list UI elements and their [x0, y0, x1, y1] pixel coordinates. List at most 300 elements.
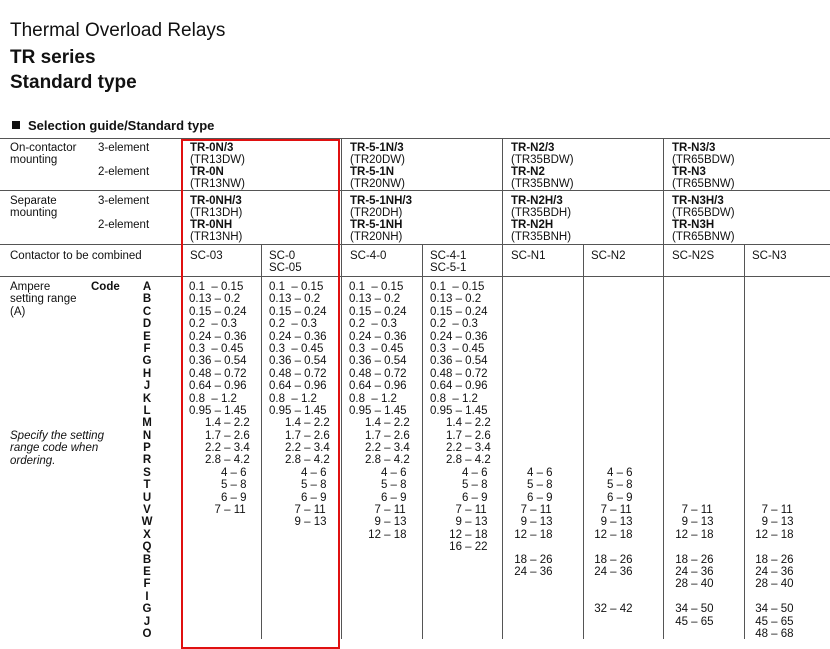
range-value: 0.1 – 0.15 [430, 281, 485, 293]
range-column-4 [430, 281, 491, 640]
range-value: 6 – 9 [189, 491, 247, 504]
range-value: 7 – 11 [591, 504, 632, 517]
range-value: 34 – 50 [672, 603, 714, 616]
range-column-8 [752, 281, 794, 640]
range-value: 12 – 18 [752, 528, 794, 541]
model-on2: TR-5-1N [350, 166, 395, 178]
three-element-label-sep: 3-element [98, 195, 150, 207]
range-value [752, 380, 794, 392]
range-value: 0.64 – 0.96 [430, 380, 488, 393]
ampere-label: Ampere setting range (A) [10, 281, 77, 318]
range-column-1 [189, 281, 250, 640]
range-value [349, 628, 410, 640]
range-value [591, 454, 633, 466]
code-letter: H [142, 367, 152, 380]
range-value [430, 578, 491, 590]
range-value: 0.95 – 1.45 [189, 404, 247, 417]
range-value: 4 – 6 [591, 466, 633, 479]
code-letter: A [142, 281, 152, 293]
model-on2: TR-N3 [672, 166, 706, 178]
range-value: 0.48 – 0.72 [349, 367, 407, 380]
range-value [269, 616, 330, 628]
range-value: 0.95 – 1.45 [269, 404, 327, 417]
range-value [269, 603, 330, 615]
range-value: 9 – 13 [672, 516, 714, 529]
range-value [430, 554, 491, 566]
range-value: 0.15 – 0.24 [269, 305, 327, 318]
range-value [591, 393, 633, 405]
range-value [672, 442, 714, 454]
range-value: 4 – 6 [349, 466, 407, 479]
range-column-5 [511, 281, 553, 640]
range-value [189, 628, 250, 640]
range-value: 6 – 9 [511, 491, 553, 504]
square-bullet-icon [12, 121, 20, 129]
range-value: 2.2 – 3.4 [430, 442, 491, 455]
range-value [511, 293, 553, 305]
range-value [672, 417, 714, 429]
range-value: 9 – 13 [349, 516, 407, 529]
code-letter: X [143, 528, 151, 541]
range-value [672, 467, 714, 479]
range-value [189, 541, 250, 553]
range-value [511, 380, 553, 392]
model-on2-code: (TR20NW) [350, 178, 405, 190]
range-value [349, 616, 410, 628]
range-value [591, 331, 633, 343]
model-on3: TR-N2/3 [511, 142, 555, 154]
range-value: 1.4 – 2.2 [430, 417, 491, 430]
model-sep3: TR-0NH/3 [190, 195, 242, 207]
range-value: 6 – 9 [349, 491, 407, 504]
range-value: 24 – 36 [672, 565, 714, 578]
range-value: 5 – 8 [591, 479, 633, 492]
range-value: 0.3 – 0.45 [430, 342, 485, 355]
range-value: 2.8 – 4.2 [189, 454, 250, 467]
section-heading [12, 118, 214, 133]
rule-sep [0, 244, 830, 245]
model-sep2-code: (TR65BNW) [672, 231, 735, 243]
range-value: 28 – 40 [672, 578, 714, 591]
range-value: 7 – 11 [430, 504, 487, 517]
range-value [189, 529, 250, 541]
vrule-2 [502, 138, 503, 639]
range-value: 0.48 – 0.72 [189, 367, 247, 380]
range-value [511, 591, 553, 603]
range-value [591, 368, 633, 380]
range-value: 0.24 – 0.36 [349, 330, 407, 343]
vrule-3 [663, 138, 664, 639]
range-value [591, 355, 633, 367]
model-sep3-code: (TR13DH) [190, 207, 243, 219]
model-sep3-code: (TR65BDW) [672, 207, 735, 219]
range-value [591, 578, 633, 590]
range-value [752, 442, 794, 454]
range-value [672, 306, 714, 318]
range-value [672, 380, 714, 392]
range-value [189, 578, 250, 590]
range-value [672, 430, 714, 442]
range-value: 2.8 – 4.2 [430, 454, 491, 467]
code-letter: R [142, 454, 152, 467]
model-sep2-code: (TR13NH) [190, 231, 243, 243]
range-value [511, 454, 553, 466]
range-value [672, 479, 714, 491]
range-value [349, 603, 410, 615]
range-value: 0.15 – 0.24 [349, 305, 407, 318]
range-value: 2.2 – 3.4 [189, 442, 250, 455]
code-column [141, 281, 153, 640]
range-value: 0.48 – 0.72 [269, 367, 327, 380]
range-value [591, 417, 633, 429]
code-letter: N [142, 429, 152, 442]
contactor-1: SC-03 [190, 250, 223, 262]
range-value: 0.8 – 1.2 [430, 392, 478, 405]
range-value [752, 492, 794, 504]
range-value: 18 – 26 [511, 553, 553, 566]
range-value: 0.64 – 0.96 [269, 380, 327, 393]
two-element-label: 2-element [98, 166, 150, 178]
model-on2: TR-0N [190, 166, 224, 178]
vrule-c [583, 244, 584, 639]
range-value: 18 – 26 [752, 553, 794, 566]
range-value: 0.13 – 0.2 [349, 293, 401, 306]
range-value [430, 591, 491, 603]
code-letter: J [143, 380, 151, 393]
contactor-4: SC-4-1 SC-5-1 [430, 250, 467, 275]
range-value: 0.8 – 1.2 [349, 392, 397, 405]
range-value [752, 393, 794, 405]
range-value [672, 591, 714, 603]
range-value: 7 – 11 [349, 504, 406, 517]
range-value [511, 628, 553, 640]
range-value: 12 – 18 [430, 528, 488, 541]
range-value [752, 368, 794, 380]
range-value [752, 405, 794, 417]
range-value: 4 – 6 [189, 466, 247, 479]
contactor-3: SC-4-0 [350, 250, 387, 262]
range-value: 1.7 – 2.6 [269, 429, 330, 442]
on-contactor-label: On-contactor mounting [10, 142, 77, 167]
range-value [752, 281, 794, 293]
range-value: 12 – 18 [349, 528, 407, 541]
range-value: 9 – 13 [591, 516, 633, 529]
code-letter: G [142, 355, 152, 368]
code-letter: B [142, 553, 152, 566]
range-value: 0.3 – 0.45 [349, 342, 404, 355]
range-value [672, 628, 714, 640]
range-value [269, 541, 330, 553]
range-value: 24 – 36 [591, 565, 633, 578]
contactor-label: Contactor to be combined [10, 250, 142, 262]
range-value: 1.4 – 2.2 [189, 417, 250, 430]
range-value [269, 554, 330, 566]
range-value [672, 281, 714, 293]
model-sep2-code: (TR35BNH) [511, 231, 572, 243]
code-letter: D [142, 318, 152, 331]
range-value: 0.1 – 0.15 [189, 281, 244, 293]
model-sep3-code: (TR35BDH) [511, 207, 572, 219]
range-value [269, 591, 330, 603]
range-value [672, 492, 714, 504]
model-on3-code: (TR13DW) [190, 154, 245, 166]
code-letter: O [142, 627, 152, 640]
range-value: 45 – 65 [672, 615, 714, 628]
range-value [591, 430, 633, 442]
model-sep2: TR-N3H [672, 219, 715, 231]
range-value: 5 – 8 [189, 479, 247, 492]
range-value: 5 – 8 [430, 479, 488, 492]
range-value [189, 554, 250, 566]
range-column-7 [672, 281, 714, 640]
model-on3-code: (TR65BDW) [672, 154, 735, 166]
model-sep2-code: (TR20NH) [350, 231, 403, 243]
range-value [269, 628, 330, 640]
range-value [189, 591, 250, 603]
range-value: 12 – 18 [672, 528, 714, 541]
range-value [672, 293, 714, 305]
range-column-2 [269, 281, 330, 640]
range-value [591, 442, 633, 454]
range-value [511, 331, 553, 343]
range-value: 4 – 6 [511, 466, 553, 479]
range-value [752, 467, 794, 479]
contactor-7: SC-N2S [672, 250, 715, 262]
code-letter: I [145, 590, 149, 603]
range-value: 0.36 – 0.54 [269, 355, 327, 368]
range-value: 0.15 – 0.24 [189, 305, 247, 318]
range-value [511, 368, 553, 380]
range-value [752, 318, 794, 330]
range-value: 6 – 9 [591, 491, 633, 504]
contactor-6: SC-N2 [591, 250, 626, 262]
range-value: 4 – 6 [430, 466, 488, 479]
range-value: 2.2 – 3.4 [269, 442, 330, 455]
range-value: 24 – 36 [752, 565, 794, 578]
code-letter: G [142, 603, 152, 616]
range-value [591, 281, 633, 293]
range-value [591, 628, 633, 640]
range-column-3 [349, 281, 410, 640]
range-column-6 [591, 281, 633, 640]
range-value [672, 331, 714, 343]
range-value [349, 591, 410, 603]
range-value: 9 – 13 [430, 516, 488, 529]
range-value [591, 293, 633, 305]
code-letter: T [143, 479, 151, 492]
range-value [672, 393, 714, 405]
model-on2-code: (TR35BNW) [511, 178, 574, 190]
code-letter: S [143, 466, 151, 479]
three-element-label: 3-element [98, 142, 150, 154]
range-value [349, 578, 410, 590]
range-value [591, 318, 633, 330]
range-value: 1.7 – 2.6 [349, 429, 410, 442]
contactor-5: SC-N1 [511, 250, 546, 262]
range-value [189, 516, 250, 528]
range-value [511, 281, 553, 293]
range-value [189, 603, 250, 615]
range-value: 6 – 9 [430, 491, 488, 504]
range-value [672, 355, 714, 367]
model-on3-code: (TR20DW) [350, 154, 405, 166]
range-value [511, 318, 553, 330]
contactor-2: SC-0 SC-05 [269, 250, 302, 275]
range-value [430, 603, 491, 615]
range-value: 12 – 18 [591, 528, 633, 541]
range-value: 0.36 – 0.54 [189, 355, 247, 368]
range-value [752, 430, 794, 442]
range-value [511, 578, 553, 590]
range-value: 0.13 – 0.2 [269, 293, 321, 306]
range-value [511, 442, 553, 454]
vrule-b [422, 244, 423, 639]
range-value: 1.4 – 2.2 [349, 417, 410, 430]
range-value: 9 – 13 [752, 516, 794, 529]
range-value: 5 – 8 [511, 479, 553, 492]
range-value [511, 430, 553, 442]
range-value [430, 566, 491, 578]
range-value: 18 – 26 [672, 553, 714, 566]
section-label: Selection guide/Standard type [28, 118, 215, 133]
range-value: 7 – 11 [752, 504, 793, 517]
range-value: 48 – 68 [752, 627, 794, 640]
range-value: 0.24 – 0.36 [269, 330, 327, 343]
range-value [752, 541, 794, 553]
contactor-8: SC-N3 [752, 250, 787, 262]
range-value [752, 454, 794, 466]
range-value: 0.8 – 1.2 [189, 392, 237, 405]
range-value [591, 591, 633, 603]
range-value: 32 – 42 [591, 603, 633, 616]
type-title: Standard type [10, 72, 137, 93]
range-value: 7 – 11 [269, 504, 326, 517]
range-value [349, 541, 410, 553]
code-letter: B [142, 293, 152, 306]
range-value [269, 529, 330, 541]
range-value [752, 293, 794, 305]
code-letter: J [143, 615, 151, 628]
range-value [511, 417, 553, 429]
model-sep2: TR-N2H [511, 219, 554, 231]
range-value: 0.2 – 0.3 [430, 318, 478, 331]
model-sep2: TR-5-1NH [350, 219, 403, 231]
range-value: 7 – 11 [189, 504, 246, 517]
range-value: 0.48 – 0.72 [430, 367, 488, 380]
range-value [591, 343, 633, 355]
range-value: 2.2 – 3.4 [349, 442, 410, 455]
range-value: 0.13 – 0.2 [189, 293, 241, 306]
range-value: 6 – 9 [269, 491, 327, 504]
range-value: 7 – 11 [511, 504, 552, 517]
range-value [511, 393, 553, 405]
range-value: 1.7 – 2.6 [189, 429, 250, 442]
page-title: Thermal Overload Relays [10, 20, 226, 41]
range-value: 2.8 – 4.2 [269, 454, 330, 467]
range-value [591, 616, 633, 628]
range-value: 0.2 – 0.3 [189, 318, 237, 331]
range-value: 2.8 – 4.2 [349, 454, 410, 467]
code-letter: E [143, 565, 151, 578]
range-value [672, 368, 714, 380]
range-value [511, 541, 553, 553]
separate-label: Separate mounting [10, 195, 58, 220]
rule-contactor [0, 276, 830, 277]
vrule-d [744, 244, 745, 639]
range-value: 0.95 – 1.45 [349, 404, 407, 417]
range-value [269, 578, 330, 590]
model-sep3: TR-5-1NH/3 [350, 195, 412, 207]
code-letter: M [142, 417, 152, 430]
range-value: 28 – 40 [752, 578, 794, 591]
range-value [672, 405, 714, 417]
range-value [752, 331, 794, 343]
code-letter: K [142, 392, 152, 405]
range-value: 0.1 – 0.15 [349, 281, 404, 293]
range-value [672, 541, 714, 553]
series-title: TR series [10, 47, 96, 68]
range-value: 0.3 – 0.45 [189, 342, 244, 355]
range-value: 0.8 – 1.2 [269, 392, 317, 405]
range-value: 0.15 – 0.24 [430, 305, 488, 318]
range-value [591, 405, 633, 417]
code-letter: W [141, 516, 153, 529]
code-letter: F [143, 578, 151, 591]
range-value [349, 554, 410, 566]
range-value: 45 – 65 [752, 615, 794, 628]
range-value: 0.95 – 1.45 [430, 404, 488, 417]
range-value [511, 405, 553, 417]
code-letter: C [142, 305, 152, 318]
range-value [752, 479, 794, 491]
range-value [752, 355, 794, 367]
rule-top [0, 138, 830, 139]
range-value [591, 306, 633, 318]
range-value: 0.36 – 0.54 [430, 355, 488, 368]
range-value: 0.64 – 0.96 [189, 380, 247, 393]
range-value: 18 – 26 [591, 553, 633, 566]
code-letter: E [143, 330, 151, 343]
range-value [511, 616, 553, 628]
range-value [672, 454, 714, 466]
range-value: 24 – 36 [511, 565, 553, 578]
model-on2: TR-N2 [511, 166, 545, 178]
range-value: 1.7 – 2.6 [430, 429, 491, 442]
model-sep3: TR-N3H/3 [672, 195, 724, 207]
range-value [672, 318, 714, 330]
range-value [430, 616, 491, 628]
range-value [269, 566, 330, 578]
range-value [430, 628, 491, 640]
two-element-label-sep: 2-element [98, 219, 150, 231]
range-value [349, 566, 410, 578]
code-letter: P [143, 442, 151, 455]
range-value: 0.24 – 0.36 [430, 330, 488, 343]
code-letter: F [143, 342, 151, 355]
range-value: 0.13 – 0.2 [430, 293, 482, 306]
range-value: 0.2 – 0.3 [269, 318, 317, 331]
range-value: 5 – 8 [269, 479, 327, 492]
model-on3: TR-N3/3 [672, 142, 716, 154]
model-sep3: TR-N2H/3 [511, 195, 563, 207]
range-value: 0.36 – 0.54 [349, 355, 407, 368]
range-value: 0.2 – 0.3 [349, 318, 397, 331]
range-value: 0.24 – 0.36 [189, 330, 247, 343]
code-header: Code [91, 281, 120, 293]
range-value [511, 355, 553, 367]
range-value: 9 – 13 [269, 516, 327, 529]
range-value [672, 343, 714, 355]
